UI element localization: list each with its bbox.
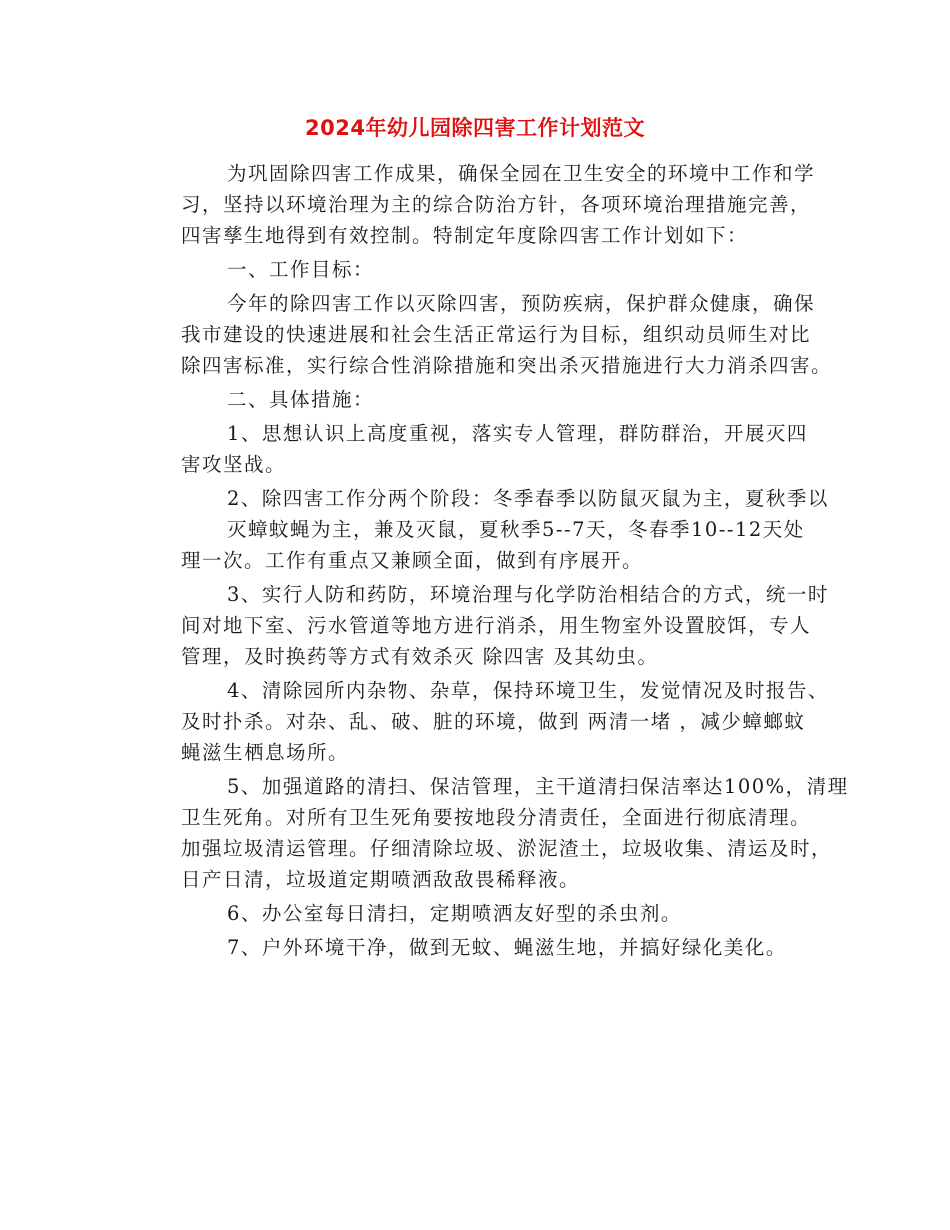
text-line: 6、办公室每日清扫，定期喷洒友好型的杀虫剂。 [227,902,682,925]
measure-item-6 [142,898,812,929]
text-line: 为巩固除四害工作成果，确保全园在卫生安全的环境中工作和学 [227,162,816,185]
text-line: 害攻坚战。 [181,453,287,476]
text-line: 2、除四害工作分两个阶段：冬季春季以防鼠灭鼠为主，夏秋季以 [227,487,829,510]
document-body [142,158,849,963]
text-line: 蝇滋生栖息场所。 [181,741,350,764]
text-line: 管理，及时换药等方式有效杀灭 除四害 及其幼虫。 [181,645,659,668]
text-line: 四害孳生地得到有效控制。特制定年度除四害工作计划如下： [181,224,749,247]
text-line: 间对地下室、污水管道等地方进行消杀，用生物室外设置胶饵，专人 [181,614,812,637]
paragraph-intro [142,158,816,251]
measure-item-2 [142,483,829,576]
text-line: 日产日清，垃圾道定期喷洒敌敌畏稀释液。 [181,868,581,891]
paragraph-goals [142,288,833,381]
document-title: 2024年幼儿园除四害工作计划范文 [305,116,645,140]
text-line: 加强垃圾清运管理。仔细清除垃圾、淤泥渣土，垃圾收集、清运及时， [181,837,833,860]
measure-item-3 [142,579,829,672]
section-heading-measures [142,384,812,415]
text-line: 及时扑杀。对杂、乱、破、脏的环境，做到 两清一堵 ，减少蟑螂蚊 [181,710,806,733]
measure-item-1 [142,418,812,480]
text-line: 1、思想认识上高度重视，落实专人管理，群防群治，开展灭四 [227,422,808,445]
measure-item-5 [142,771,849,895]
text-line: 一、工作目标： [227,258,375,281]
text-line: 3、实行人防和药防，环境治理与化学防治相结合的方式，统一时 [227,583,829,606]
text-line: 今年的除四害工作以灭除四害，预防疾病，保护群众健康，确保 [227,292,816,315]
text-line: 灭蟑蚊蝇为主，兼及灭鼠，夏秋季5--7天，冬春季10--12天处 [227,518,805,541]
text-line: 4、清除园所内杂物、杂草，保持环境卫生，发觉情况及时报告、 [227,679,829,702]
text-line: 二、具体措施： [227,388,375,411]
text-line: 习，坚持以环境治理为主的综合防治方针，各项环境治理措施完善， [181,193,812,216]
measure-item-7 [142,932,812,963]
text-line: 我市建设的快速进展和社会生活正常运行为目标，组织动员师生对比 [181,323,812,346]
text-line: 理一次。工作有重点又兼顾全面，做到有序展开。 [181,549,644,572]
text-line: 5、加强道路的清扫、保洁管理，主干道清扫保洁率达100%，清理 [227,775,849,798]
text-line: 除四害标准，实行综合性消除措施和突出杀灭措施进行大力消杀四害。 [181,354,833,377]
measure-item-4 [142,675,829,768]
text-line: 卫生死角。对所有卫生死角要按地段分清责任，全面进行彻底清理。 [181,806,812,829]
text-line: 7、户外环境干净，做到无蚊、蝇滋生地，并搞好绿化美化。 [227,936,787,959]
section-heading-goals [142,254,812,285]
